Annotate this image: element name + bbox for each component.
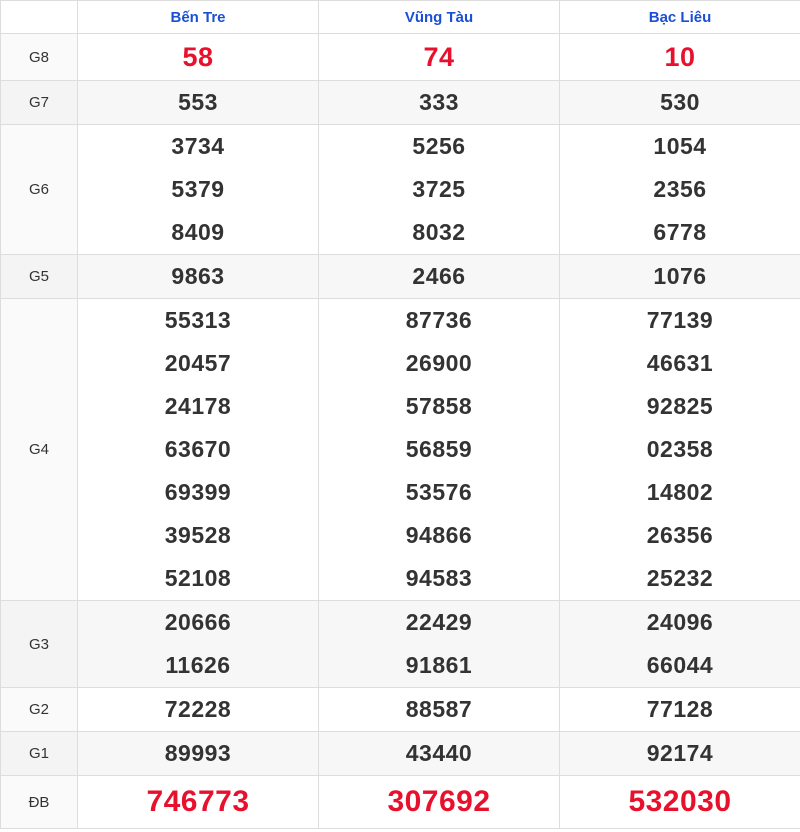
prize-number: 746773 [146, 785, 250, 818]
prize-cell [319, 732, 560, 776]
prize-number: 57858 [405, 393, 473, 419]
prize-number: 92825 [646, 393, 714, 419]
prize-number: 20666 [164, 609, 232, 635]
header-province-2[interactable]: Bạc Liêu [560, 1, 800, 34]
prize-number: 6778 [653, 219, 707, 245]
prize-number: 43440 [405, 740, 473, 766]
prize-number: 26356 [646, 522, 714, 548]
prize-cell [560, 34, 800, 81]
header-province-0[interactable]: Bến Tre [78, 1, 319, 34]
table-body [1, 34, 800, 829]
prize-cell [560, 125, 800, 255]
header-row [1, 1, 800, 34]
prize-cell [78, 601, 319, 688]
prize-number: 69399 [164, 479, 232, 505]
prize-cell [78, 34, 319, 81]
header-province-1[interactable]: Vũng Tàu [319, 1, 560, 34]
prize-number: 8032 [412, 219, 466, 245]
prize-number: 14802 [646, 479, 714, 505]
prize-cell [319, 255, 560, 299]
row-label-đb: ĐB [1, 776, 78, 829]
prize-number: 24096 [646, 609, 714, 635]
prize-cell [319, 601, 560, 688]
prize-cell [78, 688, 319, 732]
prize-number: 24178 [164, 393, 232, 419]
prize-number: 53576 [405, 479, 473, 505]
prize-cell [560, 776, 800, 829]
prize-number: 26900 [405, 350, 473, 376]
prize-cell [319, 299, 560, 601]
prize-number: 22429 [405, 609, 473, 635]
row-label-g6: G6 [1, 125, 78, 255]
row-label-g1: G1 [1, 732, 78, 776]
table-row [1, 776, 800, 829]
prize-cell [319, 81, 560, 125]
prize-number: 52108 [164, 565, 232, 591]
prize-cell [78, 255, 319, 299]
prize-cell [319, 776, 560, 829]
prize-cell [78, 125, 319, 255]
prize-cell [78, 299, 319, 601]
row-label-g8: G8 [1, 34, 78, 81]
prize-number: 66044 [646, 652, 714, 678]
prize-cell [560, 732, 800, 776]
prize-number: 25232 [646, 565, 714, 591]
prize-number: 72228 [164, 696, 232, 722]
prize-number: 11626 [165, 652, 231, 678]
prize-number: 74 [423, 42, 455, 72]
prize-number: 39528 [164, 522, 232, 548]
prize-cell [560, 255, 800, 299]
table-row [1, 601, 800, 688]
table-row [1, 34, 800, 81]
prize-number: 2356 [653, 176, 707, 202]
prize-cell [319, 688, 560, 732]
prize-number: 56859 [405, 436, 473, 462]
prize-cell [560, 601, 800, 688]
row-label-g2: G2 [1, 688, 78, 732]
prize-number: 3725 [412, 176, 466, 202]
header-corner [1, 1, 78, 34]
prize-cell [560, 81, 800, 125]
row-label-g3: G3 [1, 601, 78, 688]
prize-number: 46631 [646, 350, 714, 376]
prize-number: 63670 [164, 436, 232, 462]
prize-cell [78, 732, 319, 776]
prize-number: 20457 [164, 350, 232, 376]
prize-number: 94583 [405, 565, 473, 591]
table-row [1, 255, 800, 299]
table-row [1, 299, 800, 601]
prize-cell [560, 688, 800, 732]
prize-number: 89993 [164, 740, 232, 766]
prize-number: 91861 [405, 652, 473, 678]
prize-number: 5379 [171, 176, 225, 202]
prize-number: 77139 [646, 307, 714, 333]
prize-number: 5256 [412, 133, 466, 159]
prize-number: 88587 [405, 696, 473, 722]
row-label-g4: G4 [1, 299, 78, 601]
prize-cell [319, 125, 560, 255]
prize-cell [78, 81, 319, 125]
prize-number: 333 [419, 89, 459, 115]
prize-number: 553 [178, 89, 218, 115]
prize-cell [319, 34, 560, 81]
prize-number: 92174 [646, 740, 714, 766]
prize-number: 532030 [628, 785, 732, 818]
prize-number: 2466 [412, 263, 466, 289]
table-row [1, 81, 800, 125]
prize-number: 02358 [646, 436, 714, 462]
row-label-g5: G5 [1, 255, 78, 299]
prize-number: 87736 [405, 307, 473, 333]
table-row [1, 125, 800, 255]
prize-cell [78, 776, 319, 829]
prize-number: 530 [660, 89, 700, 115]
prize-cell [560, 299, 800, 601]
table-row [1, 732, 800, 776]
prize-number: 9863 [171, 263, 225, 289]
prize-number: 1076 [653, 263, 707, 289]
prize-number: 58 [182, 42, 214, 72]
prize-number: 1054 [653, 133, 707, 159]
prize-number: 77128 [646, 696, 714, 722]
prize-number: 8409 [171, 219, 225, 245]
prize-number: 10 [664, 42, 696, 72]
prize-number: 94866 [405, 522, 473, 548]
table-header [1, 1, 800, 34]
prize-number: 307692 [387, 785, 491, 818]
table-row [1, 688, 800, 732]
row-label-g7: G7 [1, 81, 78, 125]
prize-number: 55313 [164, 307, 232, 333]
prize-number: 3734 [171, 133, 225, 159]
